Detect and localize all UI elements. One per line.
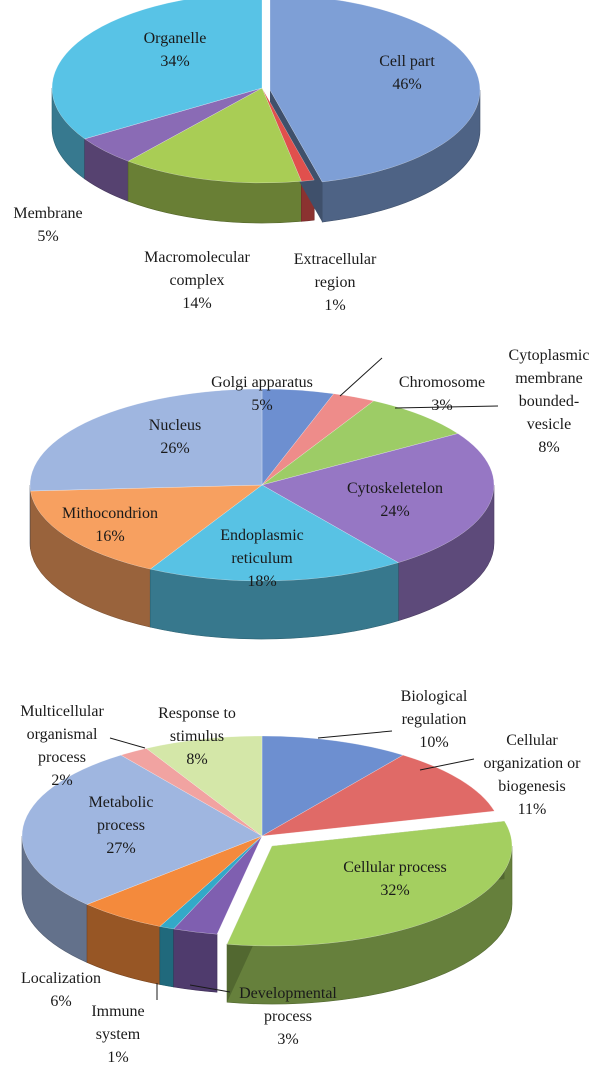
data-label-cellular-process: Cellular process 32%: [343, 859, 447, 899]
data-label-chromosome: Chromosome 3%: [398, 374, 486, 414]
slice-side-immune-system: [160, 926, 174, 986]
data-label-immune-system: Immune system 1%: [91, 1003, 145, 1066]
slice-side-developmental-process: [174, 929, 217, 992]
pie-chart-2: [30, 347, 589, 639]
data-label-response-to-stimulus: Response to stimulus 8%: [158, 705, 236, 768]
data-label-multicellular-organismal-process: Multicellular organismal process 2%: [20, 703, 104, 789]
data-label-biological-regulation: Biological regulation 10%: [400, 688, 468, 751]
data-label-localization: Localization 6%: [21, 970, 101, 1010]
data-label-cell-part: Cell part 46%: [379, 53, 435, 93]
data-label-cytoplasmic-membrane-bounded-vesicle: Cytoplasmic membrane bounded-vesicle 8%: [508, 347, 590, 456]
pie-chart-1: [13, 0, 480, 314]
data-label-mithocondrion: Mithocondrion 16%: [62, 505, 158, 545]
data-label-organelle: Organelle 34%: [143, 30, 207, 70]
data-label-golgi-apparatus: Golgi apparatus 5%: [211, 374, 313, 414]
data-label-cellular-organization-or-biogenesis: Cellular organization or biogenesis 11%: [483, 732, 581, 818]
pie-chart-3: [20, 688, 581, 1066]
data-label-nucleus: Nucleus 26%: [148, 417, 202, 457]
leader-line-biological-regulation: [318, 731, 392, 738]
data-label-metabolic-process: Metabolic process 27%: [88, 794, 154, 857]
data-label-macromolecular-complex: Macromolecular complex 14%: [144, 249, 250, 312]
data-label-cytoskeletelon: Cytoskeletelon 24%: [347, 480, 443, 520]
data-label-membrane: Membrane 5%: [13, 205, 83, 245]
data-label-extracellular-region: Extracellular region 1%: [293, 251, 377, 314]
data-label-developmental-process: Developmental process 3%: [239, 985, 337, 1048]
data-label-endoplasmic-reticulum: Endoplasmic reticulum 18%: [220, 527, 304, 590]
leader-line-multicellular-organismal-process: [110, 738, 145, 748]
slice-nucleus: [30, 389, 262, 491]
leader-line-chromosome: [340, 358, 382, 396]
